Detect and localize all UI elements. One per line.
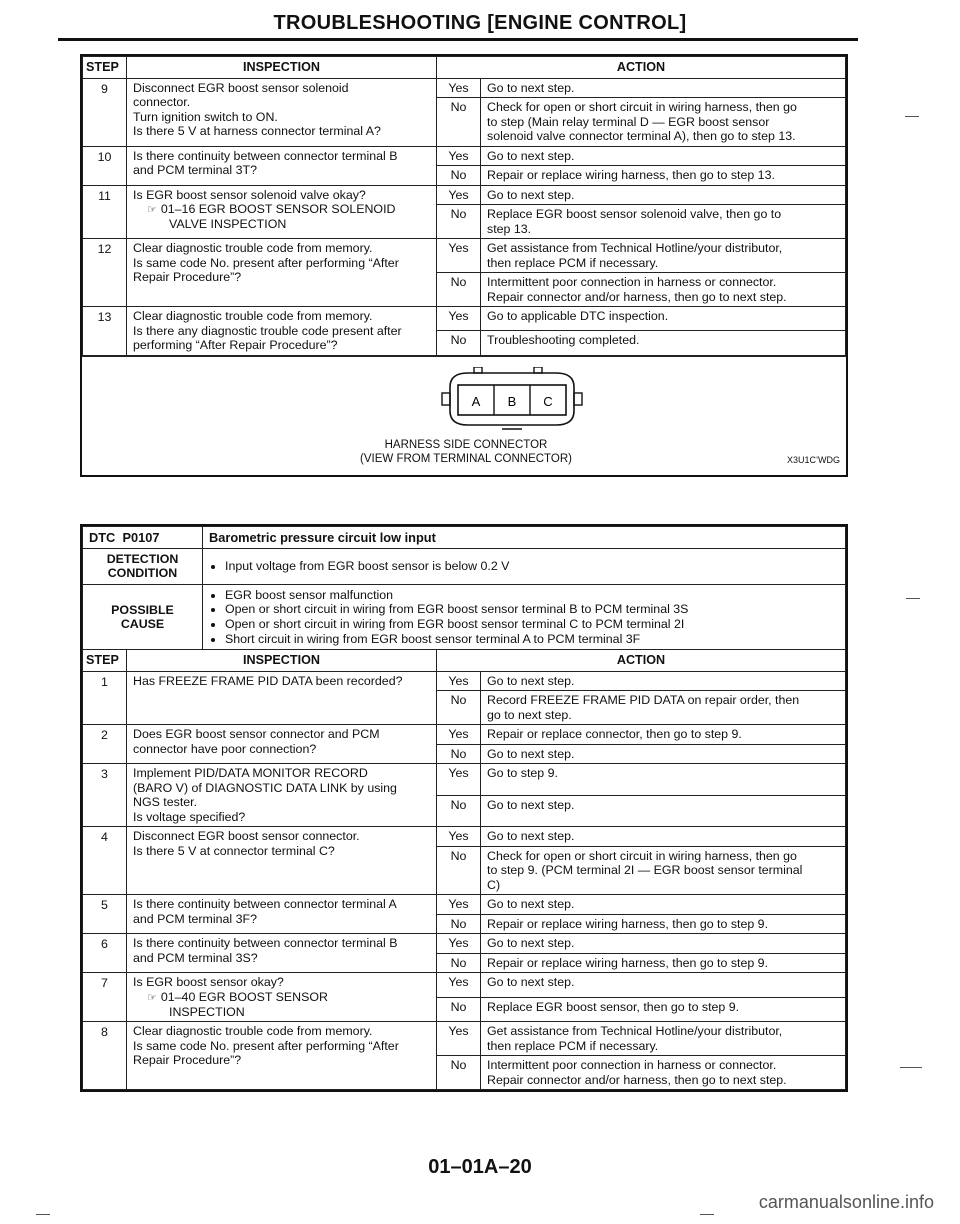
table-row — [83, 1022, 846, 1056]
table-header-row — [83, 650, 846, 672]
reference-text: VALVE INSPECTION — [169, 217, 287, 232]
inspection-text — [127, 725, 437, 764]
text-line: and PCM terminal 3S? — [133, 950, 258, 965]
step-number: 1 — [83, 671, 127, 725]
step-number: 13 — [83, 307, 127, 356]
text-line: Go to step 9. — [487, 766, 558, 781]
no-action — [481, 997, 846, 1021]
step-number: 4 — [83, 827, 127, 895]
yes-action — [481, 973, 846, 997]
scan-mark — [36, 1214, 50, 1215]
no-label: No — [437, 795, 481, 827]
yes-action — [481, 895, 846, 915]
inspection-text — [127, 895, 437, 934]
no-action — [481, 914, 846, 934]
yes-label: Yes — [437, 827, 481, 847]
reference-text: 01–40 EGR BOOST SENSOR — [160, 989, 328, 1004]
inspection-table-1 — [82, 56, 846, 356]
possible-cause-label — [83, 584, 203, 650]
no-action — [481, 273, 846, 307]
text-line: Repair or replace connector, then go to step 9. — [487, 727, 742, 742]
figure-code: X3U1C’WDG — [786, 454, 840, 465]
step-number: 10 — [83, 146, 127, 185]
yes-action — [481, 185, 846, 205]
yes-action — [481, 146, 846, 166]
detection-condition-label — [83, 549, 203, 585]
inspection-text — [127, 307, 437, 356]
no-label: No — [437, 331, 481, 355]
reference-line — [133, 217, 431, 232]
table-row — [83, 764, 846, 796]
page-title: TROUBLESHOOTING [ENGINE CONTROL] — [273, 12, 687, 34]
text-line: NGS tester. — [133, 795, 198, 810]
text-line: Is there continuity between connector terminal A — [133, 897, 397, 912]
table-row — [83, 78, 846, 98]
text-line: Turn ignition switch to ON. — [133, 109, 278, 124]
inspection-text — [127, 827, 437, 895]
no-label: No — [437, 953, 481, 973]
label-line: CAUSE — [120, 616, 165, 631]
steps-body — [83, 671, 846, 1089]
text-line: connector. — [133, 95, 191, 110]
table-row — [83, 895, 846, 915]
text-line: Go to next step. — [487, 187, 575, 202]
reference-text: 01–16 EGR BOOST SENSOR SOLENOID — [160, 202, 396, 217]
yes-label: Yes — [437, 671, 481, 691]
text-line: Replace EGR boost sensor, then go to step 9. — [487, 999, 740, 1014]
label-line: POSSIBLE — [111, 602, 174, 617]
yes-action — [481, 671, 846, 691]
text-line: C) — [487, 877, 501, 892]
dtc-code-cell — [83, 527, 203, 549]
no-action — [481, 795, 846, 827]
text-line: Troubleshooting completed. — [487, 333, 640, 348]
text-line: Disconnect EGR boost sensor solenoid — [133, 80, 349, 95]
action-header: ACTION — [437, 650, 846, 672]
text-line: Clear diagnostic trouble code from memory. — [133, 1024, 373, 1039]
terminal-a-label: A — [471, 393, 481, 409]
step-number: 2 — [83, 725, 127, 764]
step-number: 3 — [83, 764, 127, 827]
yes-label: Yes — [437, 764, 481, 796]
yes-label: Yes — [437, 1022, 481, 1056]
step-number: 6 — [83, 934, 127, 973]
no-label: No — [437, 1056, 481, 1090]
detection-condition-row — [83, 549, 846, 585]
text-line: Go to next step. — [487, 897, 575, 912]
table-row — [83, 239, 846, 273]
text-line: Get assistance from Technical Hotline/your distributor, — [487, 1024, 783, 1039]
table-row — [83, 146, 846, 166]
yes-action — [481, 827, 846, 847]
scan-mark — [906, 598, 920, 599]
terminal-c-label: C — [543, 393, 553, 409]
yes-action — [481, 764, 846, 796]
table-header-row — [83, 57, 846, 79]
yes-label: Yes — [437, 185, 481, 205]
text-line: Check for open or short circuit in wiring harness, then go — [487, 848, 797, 863]
scan-mark — [700, 1214, 714, 1215]
inspection-text — [127, 973, 437, 1022]
page-number: 01–01A–20 — [428, 1156, 532, 1178]
no-action — [481, 166, 846, 186]
yes-action — [481, 725, 846, 745]
text-line: Go to next step. — [487, 673, 575, 688]
yes-label: Yes — [437, 895, 481, 915]
book-reference-icon: ☞ — [147, 204, 157, 217]
text-line: to step (Main relay terminal D — EGR boost sensor — [487, 114, 770, 129]
text-line: Repair Procedure”? — [133, 1053, 242, 1068]
bullet-item: • Input voltage from EGR boost sensor is below 0.2 V — [225, 559, 839, 574]
text-line: Intermittent poor connection in harness or connector. — [487, 275, 777, 290]
text-line: Is EGR boost sensor solenoid valve okay? — [133, 187, 366, 202]
inspection-text — [127, 78, 437, 146]
text-line: and PCM terminal 3T? — [133, 163, 257, 178]
yes-label: Yes — [437, 78, 481, 98]
text-line: Is there continuity between connector terminal B — [133, 936, 398, 951]
inspection-text — [127, 185, 437, 239]
text-line: Go to applicable DTC inspection. — [487, 309, 669, 324]
text-line: go to next step. — [487, 707, 572, 722]
scan-mark — [900, 1067, 922, 1068]
text-line: Is there any diagnostic trouble code present after — [133, 323, 402, 338]
yes-label: Yes — [437, 934, 481, 954]
text-line: Go to next step. — [487, 148, 575, 163]
watermark: carmanualsonline.info — [758, 1192, 934, 1212]
table-row — [83, 827, 846, 847]
no-action — [481, 744, 846, 764]
text-line: Does EGR boost sensor connector and PCM — [133, 727, 380, 742]
bullet-item: • Short circuit in wiring from EGR boost sensor terminal A to PCM terminal 3F — [225, 632, 839, 647]
text-line: Is there continuity between connector terminal B — [133, 148, 398, 163]
no-action — [481, 953, 846, 973]
inspection-text — [127, 934, 437, 973]
terminal-b-label: B — [507, 393, 517, 409]
dtc-title-row — [83, 527, 846, 549]
step-number: 9 — [83, 78, 127, 146]
step-number: 5 — [83, 895, 127, 934]
text-line: Has FREEZE FRAME PID DATA been recorded? — [133, 673, 403, 688]
detection-condition-list — [203, 549, 846, 585]
text-line: Go to next step. — [487, 975, 575, 990]
text-line: Is voltage specified? — [133, 809, 246, 824]
step-number: 8 — [83, 1022, 127, 1090]
text-line: Get assistance from Technical Hotline/your distributor, — [487, 241, 783, 256]
no-action — [481, 331, 846, 355]
dtc-info-table — [82, 526, 846, 650]
text-line: Is there 5 V at harness connector terminal A? — [133, 124, 381, 139]
harness-connector-diagram — [422, 367, 602, 439]
step-number: 7 — [83, 973, 127, 1022]
no-label: No — [437, 846, 481, 895]
connector-caption-view: (VIEW FROM TERMINAL CONNECTOR) — [360, 452, 572, 465]
possible-cause-list — [203, 584, 846, 650]
no-action — [481, 1056, 846, 1090]
table-row — [83, 307, 846, 331]
inspection-text — [127, 764, 437, 827]
table-row — [83, 185, 846, 205]
yes-label: Yes — [437, 146, 481, 166]
text-line: Disconnect EGR boost sensor connector. — [133, 829, 360, 844]
step-number: 12 — [83, 239, 127, 307]
cause-items — [209, 588, 839, 647]
text-line: Repair or replace wiring harness, then go to step 9. — [487, 955, 769, 970]
text-line: Is EGR boost sensor okay? — [133, 975, 284, 990]
dtc-label: DTC — [89, 530, 116, 545]
text-line: Is same code No. present after performing “After — [133, 255, 399, 270]
bullet-item: • Open or short circuit in wiring from EGR boost sensor terminal C to PCM terminal 2I — [225, 617, 839, 632]
text-line: step 13. — [487, 221, 532, 236]
yes-label: Yes — [437, 239, 481, 273]
yes-label: Yes — [437, 307, 481, 331]
no-action — [481, 691, 846, 725]
no-action — [481, 846, 846, 895]
yes-action — [481, 78, 846, 98]
text-line: Repair or replace wiring harness, then go to step 13. — [487, 168, 775, 183]
text-line: then replace PCM if necessary. — [487, 1038, 659, 1053]
text-line: Replace EGR boost sensor solenoid valve, then go to — [487, 207, 782, 222]
yes-action — [481, 1022, 846, 1056]
reference-line — [133, 990, 431, 1005]
text-line: Repair or replace wiring harness, then go to step 9. — [487, 916, 769, 931]
text-line: Record FREEZE FRAME PID DATA on repair order, then — [487, 693, 800, 708]
text-line: Go to next step. — [487, 936, 575, 951]
connector-figure — [82, 356, 846, 475]
no-label: No — [437, 273, 481, 307]
text-line: Go to next step. — [487, 797, 575, 812]
label-line: DETECTION — [106, 552, 179, 567]
no-label: No — [437, 166, 481, 186]
inspection-header: INSPECTION — [127, 650, 437, 672]
no-label: No — [437, 997, 481, 1021]
text-line: Check for open or short circuit in wiring harness, then go — [487, 100, 797, 115]
table-row — [83, 671, 846, 691]
yes-action — [481, 239, 846, 273]
inspection-text — [127, 146, 437, 185]
text-line: Is there 5 V at connector terminal C? — [133, 843, 335, 858]
dtc-description: Barometric pressure circuit low input — [203, 527, 846, 549]
title-rule — [58, 38, 858, 41]
table-row — [83, 934, 846, 954]
text-line: performing “After Repair Procedure”? — [133, 338, 338, 353]
bullet-item: • EGR boost sensor malfunction — [225, 588, 839, 603]
inspection-text — [127, 239, 437, 307]
text-line: Repair Procedure”? — [133, 270, 242, 285]
no-label: No — [437, 205, 481, 239]
reference-line — [133, 202, 431, 217]
step-header: STEP — [83, 650, 127, 672]
action-header: ACTION — [437, 57, 846, 79]
inspection-table-2 — [82, 649, 846, 1090]
no-action — [481, 98, 846, 147]
connector-caption: HARNESS SIDE CONNECTOR — [384, 438, 548, 451]
text-line: Go to next step. — [487, 829, 575, 844]
text-line: then replace PCM if necessary. — [487, 255, 659, 270]
text-line: Repair connector and/or harness, then go to next step. — [487, 1072, 787, 1087]
text-line: Go to next step. — [487, 746, 575, 761]
bullet-item: • Open or short circuit in wiring from EGR boost sensor terminal B to PCM terminal 3S — [225, 602, 839, 617]
yes-label: Yes — [437, 725, 481, 745]
yes-action — [481, 307, 846, 331]
text-line: Implement PID/DATA MONITOR RECORD — [133, 766, 368, 781]
table-row — [83, 973, 846, 997]
dtc-block — [80, 524, 848, 1092]
text-line: (BARO V) of DIAGNOSTIC DATA LINK by using — [133, 780, 397, 795]
steps-body — [83, 78, 846, 355]
inspection-header: INSPECTION — [127, 57, 437, 79]
text-line: Intermittent poor connection in harness or connector. — [487, 1058, 777, 1073]
text-line: Repair connector and/or harness, then go to next step. — [487, 289, 787, 304]
detection-items — [209, 559, 839, 574]
no-label: No — [437, 914, 481, 934]
step-number: 11 — [83, 185, 127, 239]
possible-cause-row — [83, 584, 846, 650]
no-label: No — [437, 744, 481, 764]
text-line: solenoid valve connector terminal A), then go to step 13. — [487, 129, 796, 144]
book-reference-icon: ☞ — [147, 991, 157, 1004]
text-line: Is same code No. present after performing “After — [133, 1038, 399, 1053]
dtc-code: P0107 — [122, 530, 160, 545]
text-line: Go to next step. — [487, 80, 575, 95]
no-label: No — [437, 691, 481, 725]
text-line: and PCM terminal 3F? — [133, 911, 257, 926]
no-action — [481, 205, 846, 239]
text-line: Clear diagnostic trouble code from memory. — [133, 309, 373, 324]
steps-table-1 — [80, 54, 848, 477]
yes-label: Yes — [437, 973, 481, 997]
reference-text: INSPECTION — [169, 1004, 245, 1019]
inspection-text — [127, 671, 437, 725]
text-line: to step 9. (PCM terminal 2I — EGR boost sensor terminal — [487, 863, 803, 878]
inspection-text — [127, 1022, 437, 1090]
table-row — [83, 725, 846, 745]
yes-action — [481, 934, 846, 954]
label-line: CONDITION — [107, 566, 178, 581]
text-line: Clear diagnostic trouble code from memory. — [133, 241, 373, 256]
no-label: No — [437, 98, 481, 147]
reference-line — [133, 1005, 431, 1020]
text-line: connector have poor connection? — [133, 741, 317, 756]
step-header: STEP — [83, 57, 127, 79]
scan-mark — [905, 116, 919, 117]
